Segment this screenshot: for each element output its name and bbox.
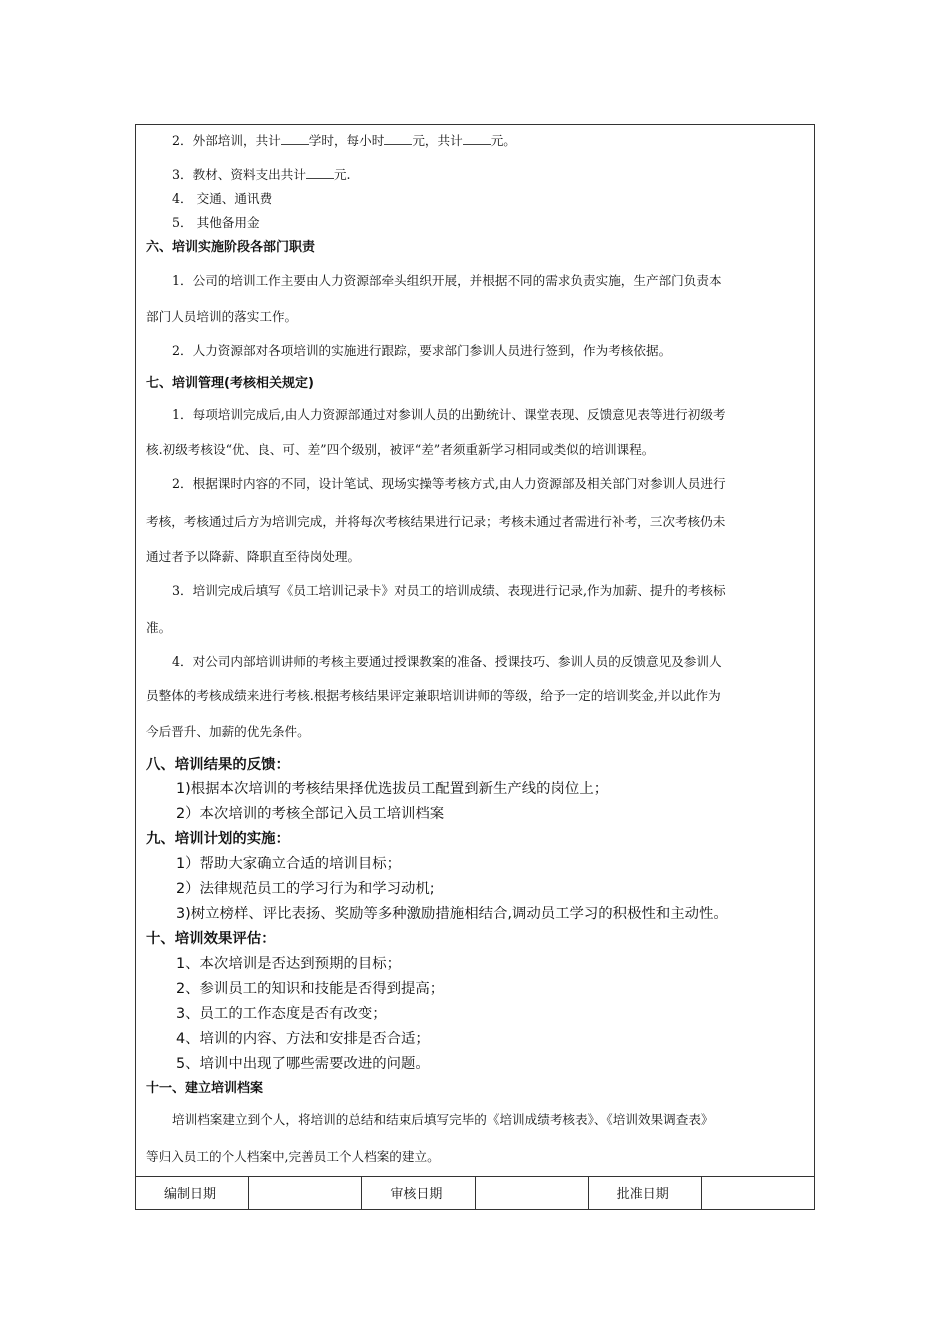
section-7-p3b: 准。 [146,620,172,635]
budget-item-2 [172,130,516,149]
section-7-p4b: 员整体的考核成绩来进行考核.根据考核结果评定兼职培训讲师的等级，给予一定的培训奖金,并以此作为 [146,688,721,703]
budget-item-2-text-b: 学时，每小时 [308,133,385,148]
blank-hours [281,132,309,145]
section-7-p4c: 今后晋升、加薪的优先条件。 [146,724,310,739]
compile-date-field[interactable] [248,1177,361,1210]
blank-materials [306,166,334,179]
budget-item-2-text-c: 元，共计 [412,133,463,148]
section-8-title: 八、培训结果的反馈： [146,757,290,773]
budget-item-3-text-b: 元. [333,167,351,182]
section-7-p1b: 核.初级考核设“优、良、可、差”四个级别，被评“差”者须重新学习相同或类似的培训课程。 [146,442,655,457]
section-7-p2a: 2．根据课时内容的不同，设计笔试、现场实操等考核方式,由人力资源部及相关部门对参训人员进行 [172,476,726,491]
review-date-label: 审核日期 [361,1177,474,1210]
section-11-title: 十一、建立培训档案 [146,1081,264,1096]
budget-item-5: 5． 其他备用金 [172,215,260,230]
section-6-p2: 2．人力资源部对各项培训的实施进行跟踪，要求部门参训人员进行签到，作为考核依据。 [172,343,672,358]
section-8-item-1: 1)根据本次培训的考核结果择优选拔员工配置到新生产线的岗位上； [176,781,609,797]
signature-row [136,1176,814,1210]
budget-item-3 [172,164,351,183]
section-11-p1b: 等归入员工的个人档案中,完善员工个人档案的建立。 [146,1149,440,1164]
section-10-title: 十、培训效果评估： [146,931,276,947]
section-7-p4a: 4．对公司内部培训讲师的考核主要通过授课教案的准备、授课技巧、参训人员的反馈意见及参训人 [172,654,722,669]
section-9-item-3: 3)树立榜样、评比表扬、奖励等多种激励措施相结合,调动员工学习的积极性和主动性。 [176,906,728,922]
section-9-title: 九、培训计划的实施： [146,831,290,847]
section-6-p1a: 1．公司的培训工作主要由人力资源部牵头组织开展，并根据不同的需求负责实施，生产部门负责本 [172,273,722,288]
section-9-item-1: 1）帮助大家确立合适的培训目标； [176,856,402,872]
compile-date-label: 编制日期 [164,1187,217,1202]
section-7-title: 七、培训管理(考核相关规定) [146,376,314,391]
section-10-item-2: 2、参训员工的知识和技能是否得到提高； [176,981,445,997]
section-10-item-1: 1、本次培训是否达到预期的目标； [176,956,402,972]
section-8-item-2: 2）本次培训的考核全部记入员工培训档案 [176,806,445,822]
blank-total [463,132,491,145]
approve-date-field[interactable] [701,1177,814,1210]
section-10-item-4: 4、培训的内容、方法和安排是否合适； [176,1031,430,1047]
budget-item-3-text-a: 3．教材、资料支出共计 [172,167,306,182]
budget-item-2-text-a: 2．外部培训，共计 [172,133,281,148]
blank-hourly-rate [384,132,412,145]
section-10-item-5: 5、培训中出现了哪些需要改进的问题。 [176,1056,430,1072]
section-6-title: 六、培训实施阶段各部门职责 [146,240,316,255]
approve-date-label: 批准日期 [588,1177,701,1210]
section-6-p1b: 部门人员培训的落实工作。 [146,309,298,324]
budget-item-4: 4． 交通、通讯费 [172,191,273,206]
section-7-p2b: 考核，考核通过后方为培训完成，并将每次考核结果进行记录；考核未通过者需进行补考，三次考核仍未 [146,514,726,529]
section-7-p1a: 1．每项培训完成后,由人力资源部通过对参训人员的出勤统计、课堂表现、反馈意见表等进行初级考 [172,407,726,422]
section-7-p3a: 3．培训完成后填写《员工培训记录卡》对员工的培训成绩、表现进行记录,作为加薪、提升的考核标 [172,583,726,598]
section-11-p1a: 培训档案建立到个人，将培训的总结和结束后填写完毕的《培训成绩考核表》、《培训效果调查表》 [172,1112,714,1127]
section-10-item-3: 3、员工的工作态度是否有改变； [176,1006,387,1022]
document-frame [135,124,815,1210]
budget-item-2-text-d: 元。 [490,133,516,148]
section-9-item-2: 2）法律规范员工的学习行为和学习动机; [176,881,435,897]
review-date-field[interactable] [475,1177,588,1210]
section-7-p2c: 通过者予以降薪、降职直至待岗处理。 [146,549,361,564]
